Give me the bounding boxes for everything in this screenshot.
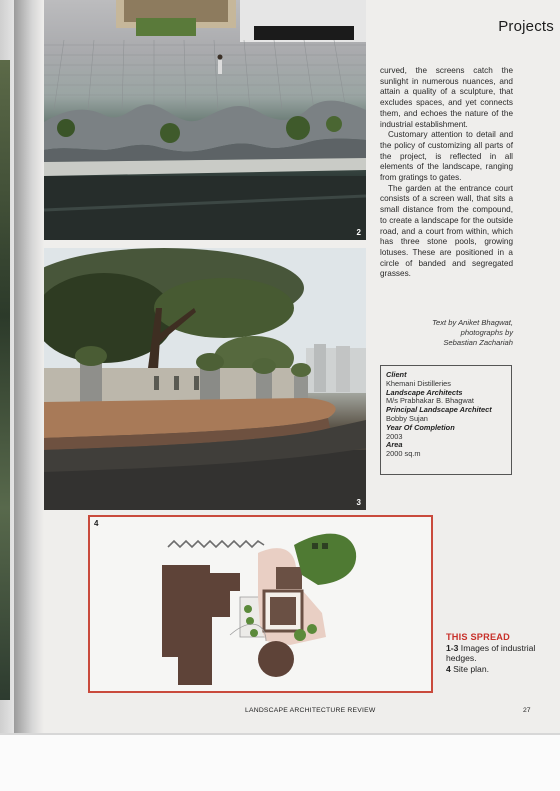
photo-3-illustration [44, 248, 366, 510]
caption-title: THIS SPREAD [446, 632, 510, 642]
caption-text: Site plan. [450, 663, 489, 674]
caption-item [446, 643, 536, 664]
area-value: 2000 sq.m [386, 449, 421, 459]
article-credit [380, 318, 513, 348]
article-body [380, 66, 513, 280]
photo-2-illustration [44, 0, 366, 240]
body-paragraph: Customary attention to detail and the policy of customizing all parts of the project, is reflected in all elements of the landscape, ranging from gratings to gates. [380, 130, 513, 183]
body-paragraph: The garden at the entrance court consists of a screen wall, that sits a small distance from the compound, to create a landscape for the outside road, and a court from within, which has three stone pools, growing lotuses. These are positioned in a circle of banded and segregated grasses. [380, 183, 513, 279]
client-value: Khemani Distilleries [386, 378, 451, 388]
credit-line: Text by Aniket Bhagwat, [432, 318, 513, 327]
area-label: Area [386, 440, 403, 450]
figure-number: 4 [94, 519, 99, 528]
credit-line: photographs by [460, 328, 513, 337]
landscape-architects-label: Landscape Architects [386, 387, 463, 397]
principal-architect-label: Principal Landscape Architect [386, 405, 492, 415]
page-number: 27 [523, 707, 531, 714]
photo-curved-screen-wall [44, 0, 366, 240]
caption-ref: 1-3 [446, 642, 459, 653]
facing-page-photo-edge [0, 60, 10, 700]
year-label: Year Of Completion [386, 422, 455, 432]
magazine-name: LANDSCAPE ARCHITECTURE REVIEW [245, 707, 376, 714]
caption-text: Images of industrial hedges. [446, 642, 536, 663]
section-title: Projects [498, 18, 554, 35]
client-label: Client [386, 370, 407, 379]
year-value: 2003 [386, 431, 403, 441]
landscape-architects-value: M/s Prabhakar B. Bhagwat [386, 396, 474, 406]
site-plan-figure [88, 515, 433, 693]
photo-entrance-court-trees [44, 248, 366, 510]
spine-shadow [14, 0, 44, 735]
photo-number: 2 [356, 228, 361, 237]
body-paragraph: curved, the screens catch the sunlight in numerous nuances, and attain a quality of a sculpture, that excludes spaces, and yet connects them, and echoes the nature of the industrial establishment. [380, 66, 513, 129]
principal-architect-value: Bobby Sujan [386, 413, 428, 423]
photo-number: 3 [356, 498, 361, 507]
site-plan-drawing [90, 517, 431, 691]
spread-caption [446, 632, 536, 674]
caption-item [446, 664, 536, 675]
credit-line: Sebastian Zachariah [443, 338, 513, 347]
project-facts-box [380, 365, 512, 475]
scan-margin [0, 735, 560, 791]
caption-ref: 4 [446, 663, 451, 674]
